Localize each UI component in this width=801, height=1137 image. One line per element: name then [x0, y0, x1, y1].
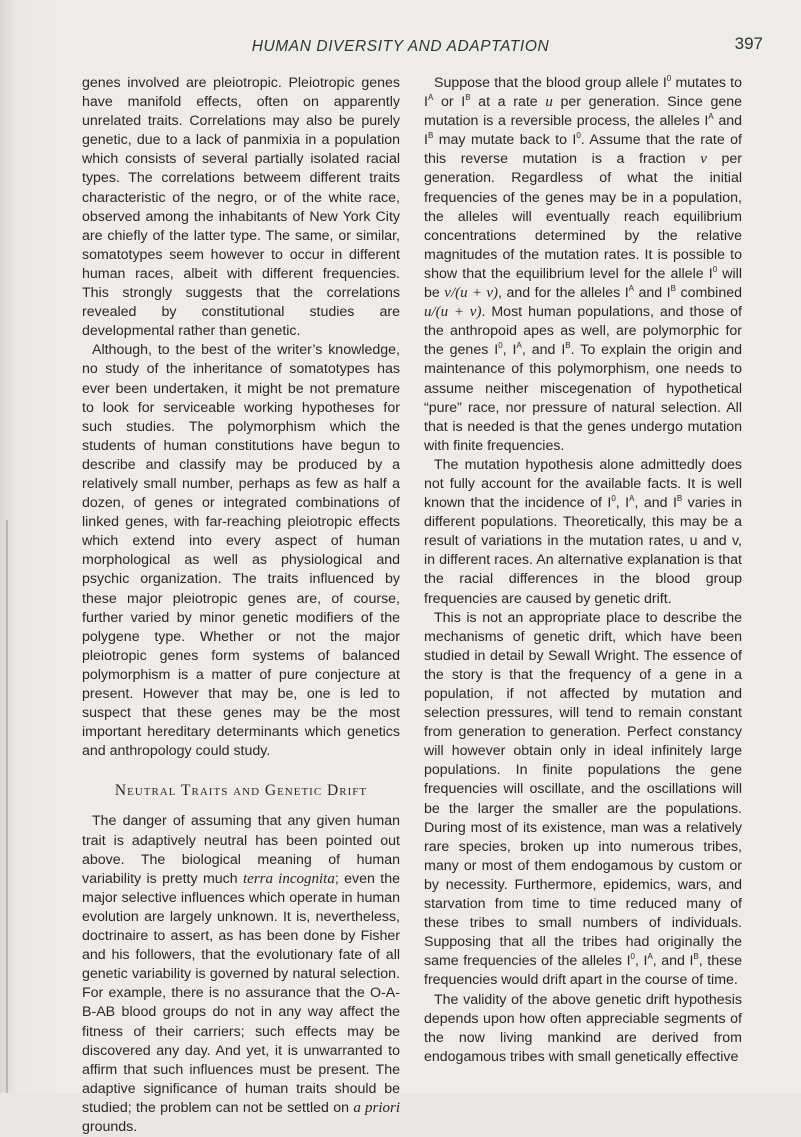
paragraph: The validity of the above genetic drift hypothesis depends upon how often appreciable segments of the now living mankind are derived from endogamous tribes with small genetically effective	[424, 991, 742, 1065]
paragraph: The danger of assuming that any given human trait is adaptively neutral has been pointed out above. The biological meaning of human variability is pretty much terra incognita; even the major selective influences which operate in human evolution are largely unknown. It is, nevertheless, doctrinaire to assert, as has been done by Fisher and his followers, that the evolutionary fate of all genetic variability is governed by natural selection. For example, there is no assurance that the O-A-B-AB blood groups do not in any way affect the fitness of their carriers; such effects may be discovered any day. And yet, it is unwarranted to affirm that such influences must be present. The adaptive significance of human traits should be studied; the problem can not be settled on a priori grounds.	[82, 813, 400, 1135]
paragraph: genes involved are pleiotropic. Pleiotropic genes have manifold effects, often on apparently unrelated traits. Correlations may also be purely genetic, due to a lack of panmixia in a population which consists of several partially isolated racial types. The correlations betweem different traits characteristic of the negro, or of the white race, observed among the inhabitants of New York City are chiefly of the latter type. The same, or similar, somatotypes seem however to occur in different human races, albeit with different frequencies. This strongly suggests that the correlations revealed by constitutional studies are developmental rather than genetic.	[82, 75, 400, 340]
paragraph: The mutation hypothesis alone admittedly does not fully account for the available facts. It is well known that the incidence of $I^0$, $I^A$, and $I^B$ varies in different populations. Theoretically, this may be a result of variations in the mutation rates, u and v, in different races. An alternative explanation is that the racial differences in the blood group frequencies are caused by genetic drift.	[424, 456, 742, 607]
binding-shadow	[6, 520, 8, 1093]
section-heading: Neutral Traits and Genetic Drift	[114, 782, 368, 800]
paragraph: This is not an appropriate place to describe the mechanisms of genetic drift, which have been studied in detail by Sewall Wright. The essence of the story is that the frequency of a gene in a population, if not affected by mutation and selection pressures, will tend to remain constant from generation to generation. Perfect constancy will however obtain only in ideal infinitely large populations. In finite populations the gene frequencies will oscillate, and the oscillations will be the larger the smaller are the populations. During most of its existence, man was a relatively rare species, broken up into numerous tribes, many or most of them endogamous by custom or by necessity. Furthermore, epidemics, wars, and starvation from time to time reduced many of these tribes to small numbers of individuals. Supposing that all the tribes had originally the same frequencies of the alleles $I^0$, $I^A$, and $I^B$, these frequencies would drift apart in the course of time.	[424, 609, 742, 989]
paragraph: Suppose that the blood group allele $I^0$ mutates to $I^A$ or $I^B$ at a rate u per generation. Since gene mutation is a reversible process, the alleles $I^A$ and $I^B$ may mutate back to $I^0$. Assume that the rate of this reverse mutation is a fraction v per generation. Regardless of what the initial frequencies of the genes may be in a population, the alleles will eventually reach equilibrium concentrations determined by the relative magnitudes of the mutation rates. It is possible to show that the equilibrium level for the allele $I^0$ will be v/(u + v), and for the alleles $I^A$ and $I^B$ combined u/(u + v). Most human populations, and those of the anthropoid apes as well, are polymorphic for the genes $I^0$, $I^A$, and $I^B$. To explain the origin and maintenance of this polymorphism, one needs to assume neither miscegenation of hypothetical “pure” race, nor pressure of natural selection. All that is needed is that the genes undergo mutation with finite frequencies.	[424, 74, 743, 454]
page-number: 397	[734, 34, 763, 53]
right-column	[424, 74, 742, 1067]
paragraph: Although, to the best of the writer’s knowledge, no study of the inheritance of somatotypes has ever been undertaken, it might be not premature to look for serviceable working hypotheses for such studies. The polymorphism which the students of human constitutions have begun to describe and classify may be produced by a relatively small number, perhaps as few as half a dozen, of genes or integrated combinations of linked genes, with far-reaching pleiotropic effects which extend into every aspect of human morphological as well as physiological and psychic organization. The traits influenced by these major pleiotropic genes are, of course, further varied by minor genetic modifiers of the polygene type. Whether or not the major pleiotropic genes form systems of balanced polymorphism is a matter of pure conjecture at present. However that may be, one is led to suspect that these genes may be the most important hereditary determinants which genetics and anthropology could study.	[82, 342, 400, 760]
left-column	[82, 74, 400, 1137]
running-head: HUMAN DIVERSITY AND ADAPTATION	[251, 38, 550, 55]
